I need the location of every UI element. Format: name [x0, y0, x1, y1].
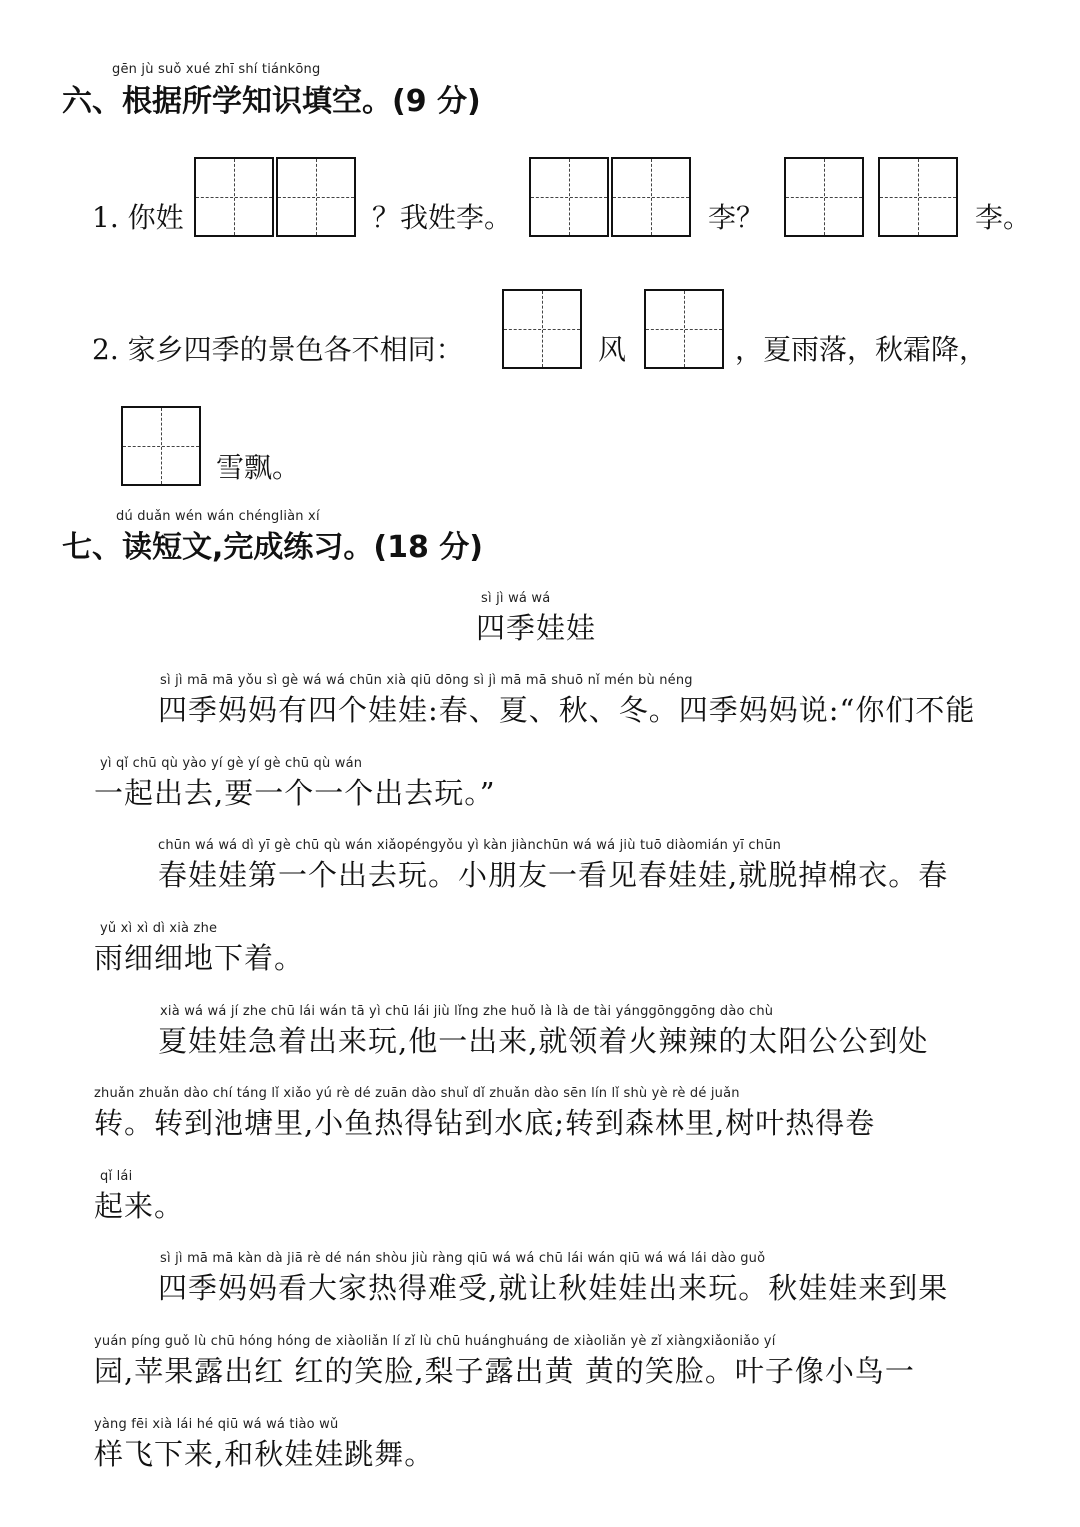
pinyin-line: yǔ xì xì dì xià zhe	[100, 921, 218, 936]
pinyin-line: chūn wá wá dì yī gè chū qù wán xiǎopéngyǒu yì kàn jiànchūn wá wá jiù tuō diàomián yī chūn	[158, 838, 782, 853]
pinyin-line: yuán píng guǒ lù chū hóng hóng de xiàoliǎn lí zǐ lù chū huánghuáng de xiàoliǎn yè zǐ xiàngxiǎoniǎo yí	[94, 1334, 776, 1349]
passage-line: 园,苹果露出红 红的笑脸,梨子露出黄 黄的笑脸。叶子像小鸟一	[94, 1354, 915, 1388]
passage-line: 春娃娃第一个出去玩。小朋友一看见春娃娃,就脱掉棉衣。春	[158, 858, 949, 892]
answer-box[interactable]	[121, 406, 201, 486]
q2-prefix: 2. 家乡四季的景色各不相同：	[92, 333, 464, 366]
answer-box[interactable]	[878, 157, 958, 237]
pinyin-line: qǐ lái	[100, 1169, 133, 1184]
section6-title: 六、根据所学知识填空。(9 分)	[62, 84, 481, 119]
section6-pinyin: gēn jù suǒ xué zhī shí tiánkōng	[112, 62, 321, 77]
passage-line: 样飞下来,和秋娃娃跳舞。	[94, 1437, 435, 1471]
passage-line: 转。转到池塘里,小鱼热得钻到水底;转到森林里,树叶热得卷	[94, 1106, 876, 1140]
passage-line: 一起出去,要一个一个出去玩。”	[94, 776, 496, 810]
q1-end: 李。	[975, 201, 1032, 234]
answer-box[interactable]	[529, 157, 609, 237]
pinyin-line: yàng fēi xià lái hé qiū wá wá tiào wǔ	[94, 1417, 339, 1432]
q2-end: ，夏雨落，秋霜降，	[735, 333, 988, 366]
q2-mid: 风	[598, 333, 627, 366]
answer-box[interactable]	[276, 157, 356, 237]
q2-line2: 雪飘。	[216, 451, 301, 484]
pinyin-line: zhuǎn zhuǎn dào chí táng lǐ xiǎo yú rè dé zuān dào shuǐ dǐ zhuǎn dào sēn lín lǐ shù yè rè dé juǎn	[94, 1086, 740, 1101]
q1-prefix: 1. 你姓	[92, 201, 184, 234]
section7-pinyin: dú duǎn wén wán chéngliàn xí	[116, 509, 320, 524]
passage-line: 雨细细地下着。	[94, 941, 305, 975]
answer-box[interactable]	[784, 157, 864, 237]
q1-mid1: ？我姓李。	[372, 201, 513, 234]
answer-box[interactable]	[194, 157, 274, 237]
passage-title: 四季娃娃	[476, 611, 597, 645]
pinyin-line: xià wá wá jí zhe chū lái wán tā yì chū lái jiù lǐng zhe huǒ là là de tài yánggōnggōng dào chù	[160, 1004, 774, 1019]
passage-line: 四季妈妈看大家热得难受,就让秋娃娃出来玩。秋娃娃来到果	[158, 1271, 949, 1305]
passage-line: 四季妈妈有四个娃娃:春、夏、秋、冬。四季妈妈说:“你们不能	[158, 693, 976, 727]
pinyin-line: sì jì mā mā yǒu sì gè wá wá chūn xià qiū dōng sì jì mā mā shuō nǐ mén bù néng	[160, 673, 693, 688]
q1-mid2: 李？	[708, 201, 765, 234]
pinyin-line: sì jì mā mā kàn dà jiā rè dé nán shòu jiù ràng qiū wá wá chū lái wán qiū wá wá lái dào guǒ	[160, 1251, 766, 1266]
section7-title: 七、读短文,完成练习。(18 分)	[62, 530, 484, 565]
answer-box[interactable]	[502, 289, 582, 369]
pinyin-line: yì qǐ chū qù yào yí gè yí gè chū qù wán	[100, 756, 363, 771]
passage-line: 起来。	[94, 1189, 185, 1223]
answer-box[interactable]	[611, 157, 691, 237]
answer-box[interactable]	[644, 289, 724, 369]
passage-line: 夏娃娃急着出来玩,他一出来,就领着火辣辣的太阳公公到处	[158, 1024, 929, 1058]
passage-title-pinyin: sì jì wá wá	[481, 591, 551, 606]
